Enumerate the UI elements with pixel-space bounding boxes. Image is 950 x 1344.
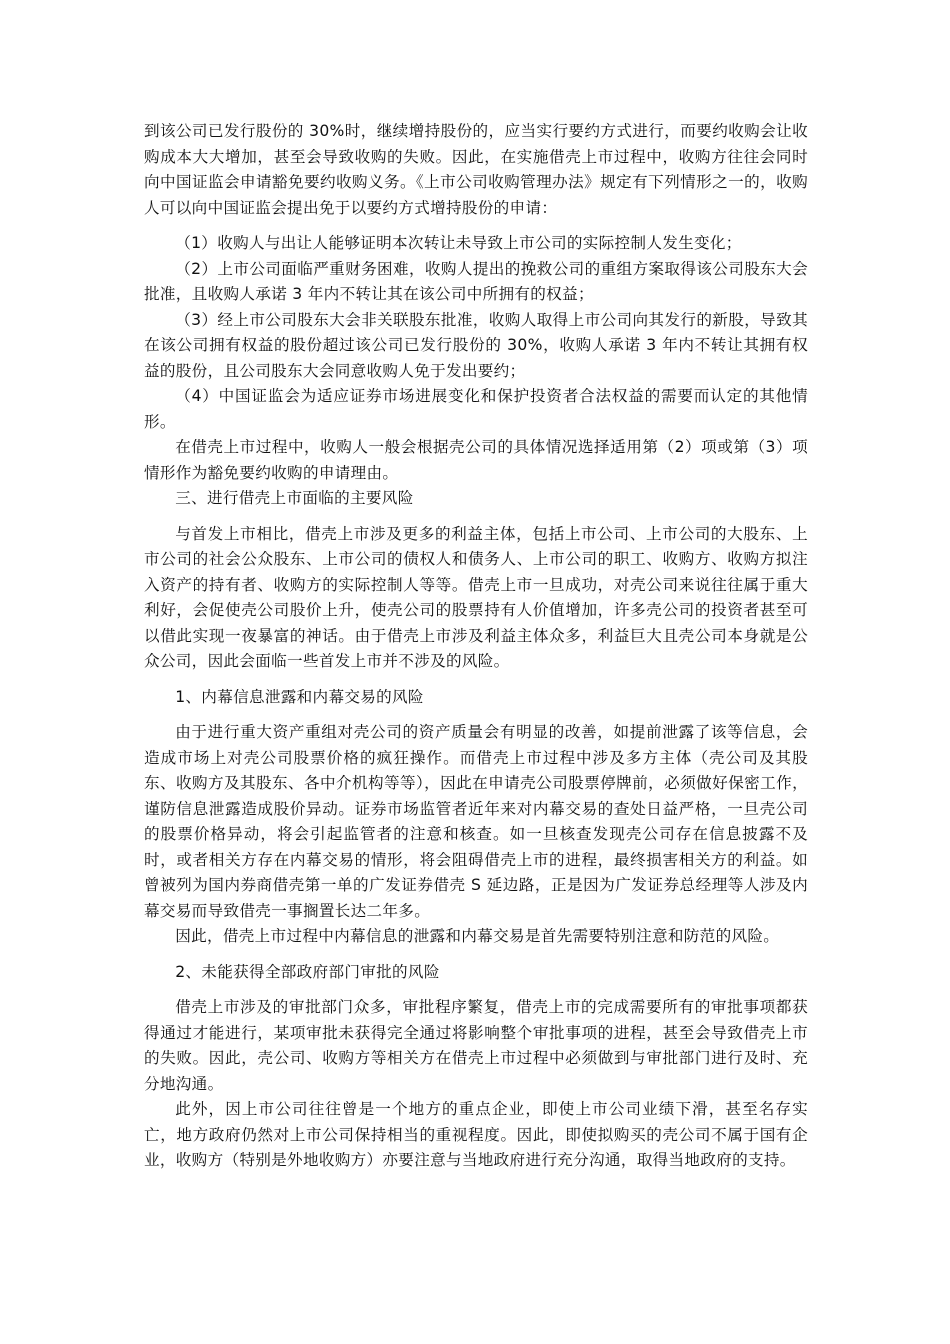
paragraph-insider-details: 由于进行重大资产重组对壳公司的资产质量会有明显的改善，如提前泄露了该等信息，会造成市场上对壳公司股票价格的疯狂操作。而借壳上市过程中涉及多方主体（壳公司及其股东、收购方及其股东、各中介机构等等），因此在申请壳公司股票停牌前，必须做好保密工作，谨防信息泄露造成股价异动。证券市场监管者近年来对内幕交易的查处日益严格，一旦壳公司的股票价格异动，将会引起监管者的注意和核查。如一旦核查发现壳公司存在信息披露不及时，或者相关方存在内幕交易的情形，将会阻碍借壳上市的进程，最终损害相关方的利益。如曾被列为国内券商借壳第一单的广发证券借壳 S 延边路，正是因为广发证券总经理等人涉及内幕交易而导致借壳一事搁置长达二年多。 <box>144 723 808 920</box>
paragraph-local-government: 此外，因上市公司往往曾是一个地方的重点企业，即使上市公司业绩下滑，甚至名存实亡，地方政府仍然对上市公司保持相当的重视程度。因此，即使拟购买的壳公司不属于国有企业，收购方（特别是外地收购方）亦要注意与当地政府进行充分沟通，取得当地政府的支持。 <box>144 1100 808 1169</box>
list-item-exemption-4: （4）中国证监会为适应证券市场进展变化和保护投资者合法权益的需要而认定的其他情形。 <box>144 387 808 431</box>
list-item-exemption-3: （3）经上市公司股东大会非关联股东批准，收购人取得上市公司向其发行的新股，导致其在该公司拥有权益的股份超过该公司已发行股份的 30%，收购人承诺 3 年内不转让其拥有权益的股份，且公司股东大会同意收购人免于发出要约； <box>144 310 808 380</box>
subheading-insider-risk: 1、内幕信息泄露和内幕交易的风险 <box>175 687 424 706</box>
paragraph-approval-details: 借壳上市涉及的审批部门众多，审批程序繁复，借壳上市的完成需要所有的审批事项都获得通过才能进行，某项审批未获得完全通过将影响整个审批事项的进程，甚至会导致借壳上市的失败。因此，壳公司、收购方等相关方在借壳上市过程中必须做到与审批部门进行及时、充分地沟通。 <box>144 998 808 1093</box>
paragraph-stakeholders: 与首发上市相比，借壳上市涉及更多的利益主体，包括上市公司、上市公司的大股东、上市公司的社会公众股东、上市公司的债权人和债务人、上市公司的职工、收购方、收购方拟注入资产的持有者、收购方的实际控制人等等。借壳上市一旦成功，对壳公司来说往往属于重大利好，会促使壳公司股价上升，使壳公司的股票持有人价值增加，许多壳公司的投资者甚至可以借此实现一夜暴富的神话。由于借壳上市涉及利益主体众多，利益巨大且壳公司本身就是公众公司，因此会面临一些首发上市并不涉及的风险。 <box>144 524 808 670</box>
paragraph-tender-offer-intro: 到该公司已发行股份的 30%时，继续增持股份的，应当实行要约方式进行，而要约收购会让收购成本大大增加，甚至会导致收购的失败。因此，在实施借壳上市过程中，收购方往往会同时向中国证监会申请豁免要约收购义务。《上市公司收购管理办法》规定有下列情形之一的，收购人可以向中国证监会提出免于以要约方式增持股份的申请： <box>144 122 808 217</box>
section-heading-main-risks: 三、进行借壳上市面临的主要风险 <box>175 489 414 507</box>
paragraph-exemption-choice: 在借壳上市过程中，收购人一般会根据壳公司的具体情况选择适用第（2）项或第（3）项情形作为豁免要约收购的申请理由。 <box>144 438 808 482</box>
document-page <box>144 119 808 1174</box>
paragraph-insider-conclusion: 因此，借壳上市过程中内幕信息的泄露和内幕交易是首先需要特别注意和防范的风险。 <box>175 927 780 945</box>
list-item-exemption-1: （1）收购人与出让人能够证明本次转让未导致上市公司的实际控制人发生变化； <box>175 234 742 252</box>
list-item-exemption-2: （2）上市公司面临严重财务困难，收购人提出的挽救公司的重组方案取得该公司股东大会批准，且收购人承诺 3 年内不转让其在该公司中所拥有的权益； <box>144 259 808 303</box>
subheading-approval-risk: 2、未能获得全部政府部门审批的风险 <box>175 962 440 981</box>
